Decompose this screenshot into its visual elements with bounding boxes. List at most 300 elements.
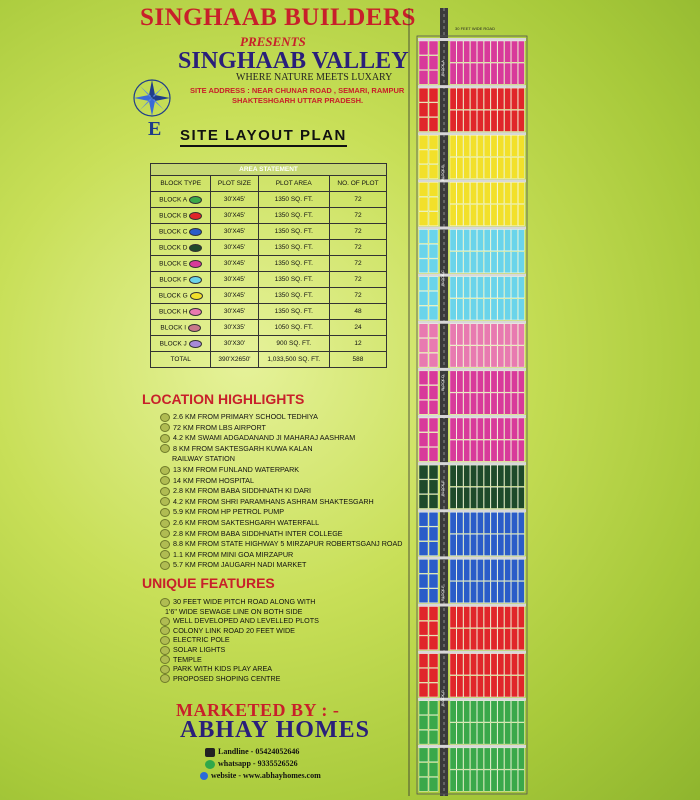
plot [505,135,511,156]
plot [518,581,524,602]
plot [464,346,470,367]
plot [470,135,476,156]
feature-text: PROPOSED SHOPING CENTRE [173,673,281,683]
plot [498,88,504,109]
plot [429,589,438,603]
plot [505,465,511,486]
plot [419,668,428,682]
plot [491,654,497,675]
plot [498,534,504,555]
plot [491,559,497,580]
plot [511,299,517,320]
feature-item [160,655,319,665]
plot [484,110,490,131]
bullet-icon [160,497,170,506]
plot [511,440,517,461]
area-row [151,272,387,288]
plot [419,418,428,432]
plot [518,629,524,650]
plot [429,668,438,682]
plot [518,41,524,62]
plot [491,88,497,109]
plot [464,204,470,225]
plot [470,487,476,508]
internal-road [418,227,526,230]
plot-area: 1350 SQ. FT. [258,272,329,288]
plot [498,487,504,508]
plot [450,559,456,580]
plot [484,230,490,251]
plot [484,487,490,508]
plot [498,204,504,225]
plot [457,418,463,439]
plot [484,135,490,156]
plot [464,418,470,439]
plot [419,277,428,291]
plot [484,559,490,580]
plot [491,465,497,486]
feature-text: ELECTRIC POLE [173,635,230,645]
plot [470,534,476,555]
column-header: PLOT SIZE [211,176,258,192]
block-cell [151,208,211,224]
plot [491,157,497,178]
plot [450,346,456,367]
block-color-swatch [190,292,203,300]
plot [464,110,470,131]
plot [470,41,476,62]
plot [518,534,524,555]
plot [477,418,483,439]
plot [429,418,438,432]
plot [491,534,497,555]
plot [419,542,428,556]
plot [470,723,476,744]
plot [477,607,483,628]
plot [450,748,456,769]
landline-text: Landline - 05424052646 [218,747,300,756]
plot [498,157,504,178]
plot [419,512,428,526]
plot [429,306,438,320]
plot [470,654,476,675]
plot [419,56,428,70]
feature-item [160,607,319,617]
column-header: PLOT AREA [258,176,329,192]
location-text: 8.8 KM FROM STATE HIGHWAY 5 MIRZAPUR ROBERTSGANJ ROAD [173,539,403,549]
feature-text: SOLAR LIGHTS [173,644,226,654]
plot [419,777,428,791]
plot [470,393,476,414]
plot [518,465,524,486]
plot [457,346,463,367]
plot [518,135,524,156]
plot [498,723,504,744]
plot [419,291,428,305]
plot [518,204,524,225]
plot [450,157,456,178]
plot [419,465,428,479]
plot [470,157,476,178]
block-cell [151,240,211,256]
location-item [160,444,403,455]
plot [419,683,428,697]
plot [464,299,470,320]
bullet-icon [160,487,170,496]
plot [457,487,463,508]
plot [491,770,497,791]
plot-size: 30'X45' [211,256,258,272]
plot [491,252,497,273]
bullet-icon [160,636,170,645]
plot [498,41,504,62]
plot [470,299,476,320]
road-label: 30 FEET WIDE ROAD [455,26,495,31]
plot [457,88,463,109]
presents-label: PRESENTS [240,34,306,49]
plot [484,346,490,367]
project-name: SINGHAAB VALLEY [178,48,409,74]
plot [429,527,438,541]
internal-road [418,321,526,324]
plot [429,386,438,400]
plot [470,676,476,697]
plot [457,629,463,650]
plot [505,581,511,602]
plot [484,252,490,273]
plot [419,41,428,55]
plot [491,512,497,533]
plot [505,723,511,744]
plot [464,440,470,461]
plot [505,299,511,320]
plot [498,654,504,675]
plot [484,324,490,345]
plot [484,393,490,414]
location-text: 1.1 KM FROM MINI GOA MIRZAPUR [173,549,294,559]
plot [477,88,483,109]
plot [429,763,438,777]
main-road [440,8,448,796]
plot [505,607,511,628]
plot [505,748,511,769]
plot [511,230,517,251]
plot [457,252,463,273]
plot [470,465,476,486]
plot [484,88,490,109]
plot [484,418,490,439]
plot [477,748,483,769]
plot [505,277,511,298]
plot [477,559,483,580]
plot [491,723,497,744]
plot [498,299,504,320]
plot [477,230,483,251]
plot [518,607,524,628]
block-color-swatch [189,308,202,316]
plot [450,230,456,251]
plot [457,723,463,744]
plot [419,150,428,164]
plot [477,252,483,273]
plot [470,581,476,602]
plot [484,371,490,392]
plot [511,393,517,414]
plot [464,676,470,697]
plot [470,63,476,84]
plot [429,259,438,273]
plot [419,353,428,367]
plot-count: 72 [329,208,386,224]
plot [457,110,463,131]
plot [419,182,428,196]
plot [491,63,497,84]
plot [505,770,511,791]
feature-text: 1'6" WIDE SEWAGE LINE ON BOTH SIDE [165,606,303,616]
plot [429,230,438,244]
plot [450,607,456,628]
area-row [151,208,387,224]
plot [450,512,456,533]
plot [464,629,470,650]
plot [491,607,497,628]
plot [511,654,517,675]
site-address-line2: SHAKTESHGARH UTTAR PRADESH. [232,96,364,105]
location-text: 4.2 KM SWAMI ADGADANAND JI MAHARAJ AASHRAM [173,433,356,443]
plot [450,63,456,84]
plot [464,512,470,533]
plot [505,418,511,439]
internal-road [418,745,526,748]
plot [464,723,470,744]
plot [484,157,490,178]
block-color-swatch [189,196,202,204]
plot-area: 1350 SQ. FT. [258,304,329,320]
plot [457,607,463,628]
plot [477,324,483,345]
plot [429,56,438,70]
column-header: NO. OF PLOT [329,176,386,192]
plot [518,63,524,84]
plot [505,110,511,131]
plot-size: 30'X45' [211,208,258,224]
plot [491,393,497,414]
bullet-icon [160,561,170,570]
plot [450,629,456,650]
plot [477,393,483,414]
plot [477,299,483,320]
plot [464,88,470,109]
bullet-icon [160,598,170,607]
internal-road [418,556,526,559]
bullet-icon [160,674,170,683]
plot [429,371,438,385]
internal-road [418,85,526,88]
plot [518,182,524,203]
plot [429,244,438,258]
plot [511,324,517,345]
plot [477,157,483,178]
whatsapp-icon [205,760,215,769]
plot [477,512,483,533]
plot [419,306,428,320]
plot [429,777,438,791]
plot [419,559,428,573]
agency-name: ABHAY HOMES [180,717,370,743]
plot [498,629,504,650]
plot [511,487,517,508]
block-cell [151,336,211,352]
plot [429,103,438,117]
plot [457,371,463,392]
plot [429,197,438,211]
internal-road [418,415,526,418]
plot [491,135,497,156]
plot [450,135,456,156]
plot [429,150,438,164]
plot [505,63,511,84]
location-item [160,539,403,550]
plot [498,371,504,392]
plot [491,487,497,508]
plot [518,230,524,251]
plot [419,400,428,414]
block-cell [151,320,211,336]
plot [477,654,483,675]
internal-road [418,462,526,465]
plot [450,371,456,392]
plot [505,252,511,273]
plot [491,324,497,345]
plot [419,636,428,650]
plot [484,299,490,320]
feature-item [160,664,319,674]
plot [470,346,476,367]
plot [429,683,438,697]
location-item [160,423,403,434]
location-text: 2.8 KM FROM BABA SIDDHNATH KI DARI [173,486,312,496]
plot [429,182,438,196]
plot [429,338,438,352]
plot [477,182,483,203]
plot [484,534,490,555]
plot [484,581,490,602]
plot-size: 30'X30' [211,336,258,352]
plot [498,701,504,722]
plot [477,277,483,298]
block-color-swatch [189,276,202,284]
feature-text: TEMPLE [173,654,202,664]
plot [457,748,463,769]
bullet-icon [160,423,170,432]
block-color-swatch [188,324,201,332]
plot [477,346,483,367]
plot [464,135,470,156]
plot [470,440,476,461]
location-item [160,518,403,529]
plot [464,63,470,84]
unique-features-list [160,597,319,683]
block-label: BLOCK-B [441,165,445,181]
plot [419,135,428,149]
plot [477,770,483,791]
location-text: RAILWAY STATION [172,454,235,464]
plot [450,110,456,131]
plot [464,534,470,555]
plot [511,770,517,791]
plot [484,629,490,650]
location-item [160,560,403,571]
internal-road [418,38,526,41]
plot [457,654,463,675]
plot [491,230,497,251]
plot [429,480,438,494]
location-text: 13 KM FROM FUNLAND WATERPARK [173,464,300,474]
plot [498,346,504,367]
area-row [151,256,387,272]
plot [477,371,483,392]
company-name: SINGHAAB BUILDERS [140,4,416,31]
plot [518,371,524,392]
plot [464,748,470,769]
site-address-line1: SITE ADDRESS : NEAR CHUNAR ROAD , SEMARI, RAMPUR [190,86,405,95]
plot [498,63,504,84]
plot [464,41,470,62]
plot [498,252,504,273]
plot [470,512,476,533]
plot [464,252,470,273]
plot [511,465,517,486]
plot [505,230,511,251]
plot [518,324,524,345]
feature-text: PARK WITH KIDS PLAY AREA [173,664,273,674]
plot [491,299,497,320]
bullet-icon [160,529,170,538]
bullet-icon [160,617,170,626]
plot-size: 30'X45' [211,240,258,256]
project-tagline: WHERE NATURE MEETS LUXARY [236,72,393,83]
plot [491,41,497,62]
plot [498,676,504,697]
plot [419,607,428,621]
block-color-swatch [189,244,202,252]
plot [498,230,504,251]
plot [419,715,428,729]
plot [450,770,456,791]
internal-road [418,509,526,512]
location-item [160,476,403,487]
internal-road [418,274,526,277]
bullet-icon [160,508,170,517]
plot [477,629,483,650]
plot [511,371,517,392]
plot [505,182,511,203]
plot [511,748,517,769]
area-row [151,336,387,352]
plot [457,770,463,791]
location-text: 5.9 KM FROM HP PETROL PUMP [173,507,285,517]
plot [429,715,438,729]
plot-size: 30'X45' [211,304,258,320]
plot [484,701,490,722]
location-highlights-title: LOCATION HIGHLIGHTS [142,391,305,407]
location-text: 72 KM FROM LBS AIRPORT [173,422,266,432]
plot [498,440,504,461]
plot [491,748,497,769]
plot [477,110,483,131]
feature-text: 30 FEET WIDE PITCH ROAD ALONG WITH [173,597,316,606]
plot [450,676,456,697]
